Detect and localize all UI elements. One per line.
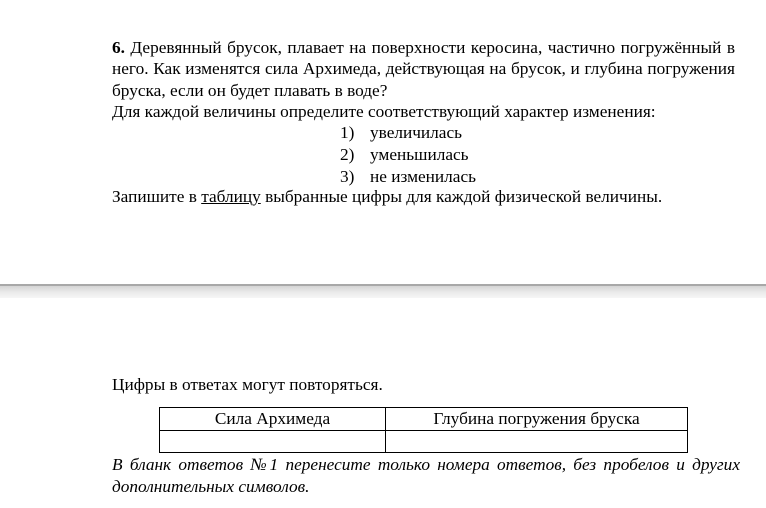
instruction-text (112, 186, 662, 207)
question-body: Деревянный брусок, плавает на поверхности керосина, частично погружённый в него. Как изменятся сила Архимеда, действующая на брусок, и глубина погружения бруска, если он будет плавать в воде? (112, 38, 735, 100)
option-index: 1) (340, 123, 355, 142)
header-archimedes-force: Сила Архимеда (160, 408, 386, 431)
option-index: 3) (340, 166, 355, 186)
table-answer-row (160, 431, 688, 453)
option-label: увеличилась (370, 123, 463, 142)
answer-cell-immersion-depth[interactable] (386, 431, 688, 453)
option-index: 2) (340, 144, 355, 164)
page-separator-line (0, 284, 766, 286)
repeat-note: Цифры в ответах могут повторяться. (112, 375, 383, 394)
question-text (112, 37, 735, 101)
option-label: уменьшилась (370, 144, 469, 164)
option-label: не изменилась (370, 166, 477, 186)
question-prompt: Для каждой величины определите соответствующий характер изменения: (112, 101, 656, 121)
answer-table (159, 407, 688, 453)
option-item (340, 166, 476, 188)
option-item (340, 122, 476, 144)
table-link[interactable]: таблицу (201, 187, 261, 206)
table-header-row (160, 408, 688, 431)
option-item (340, 144, 476, 166)
answer-options (340, 122, 476, 187)
header-immersion-depth: Глубина погружения бруска (386, 408, 688, 431)
question-number: 6. (112, 38, 125, 57)
question-block (112, 37, 735, 122)
answer-cell-archimedes-force[interactable] (160, 431, 386, 453)
page-separator (0, 284, 766, 298)
instruction-before: Запишите в (112, 187, 202, 206)
transfer-note: В бланк ответов №1 перенесите только номера ответов, без пробелов и других дополнительных символов. (112, 455, 740, 496)
instruction-after: выбранные цифры для каждой физической величины. (260, 187, 663, 206)
